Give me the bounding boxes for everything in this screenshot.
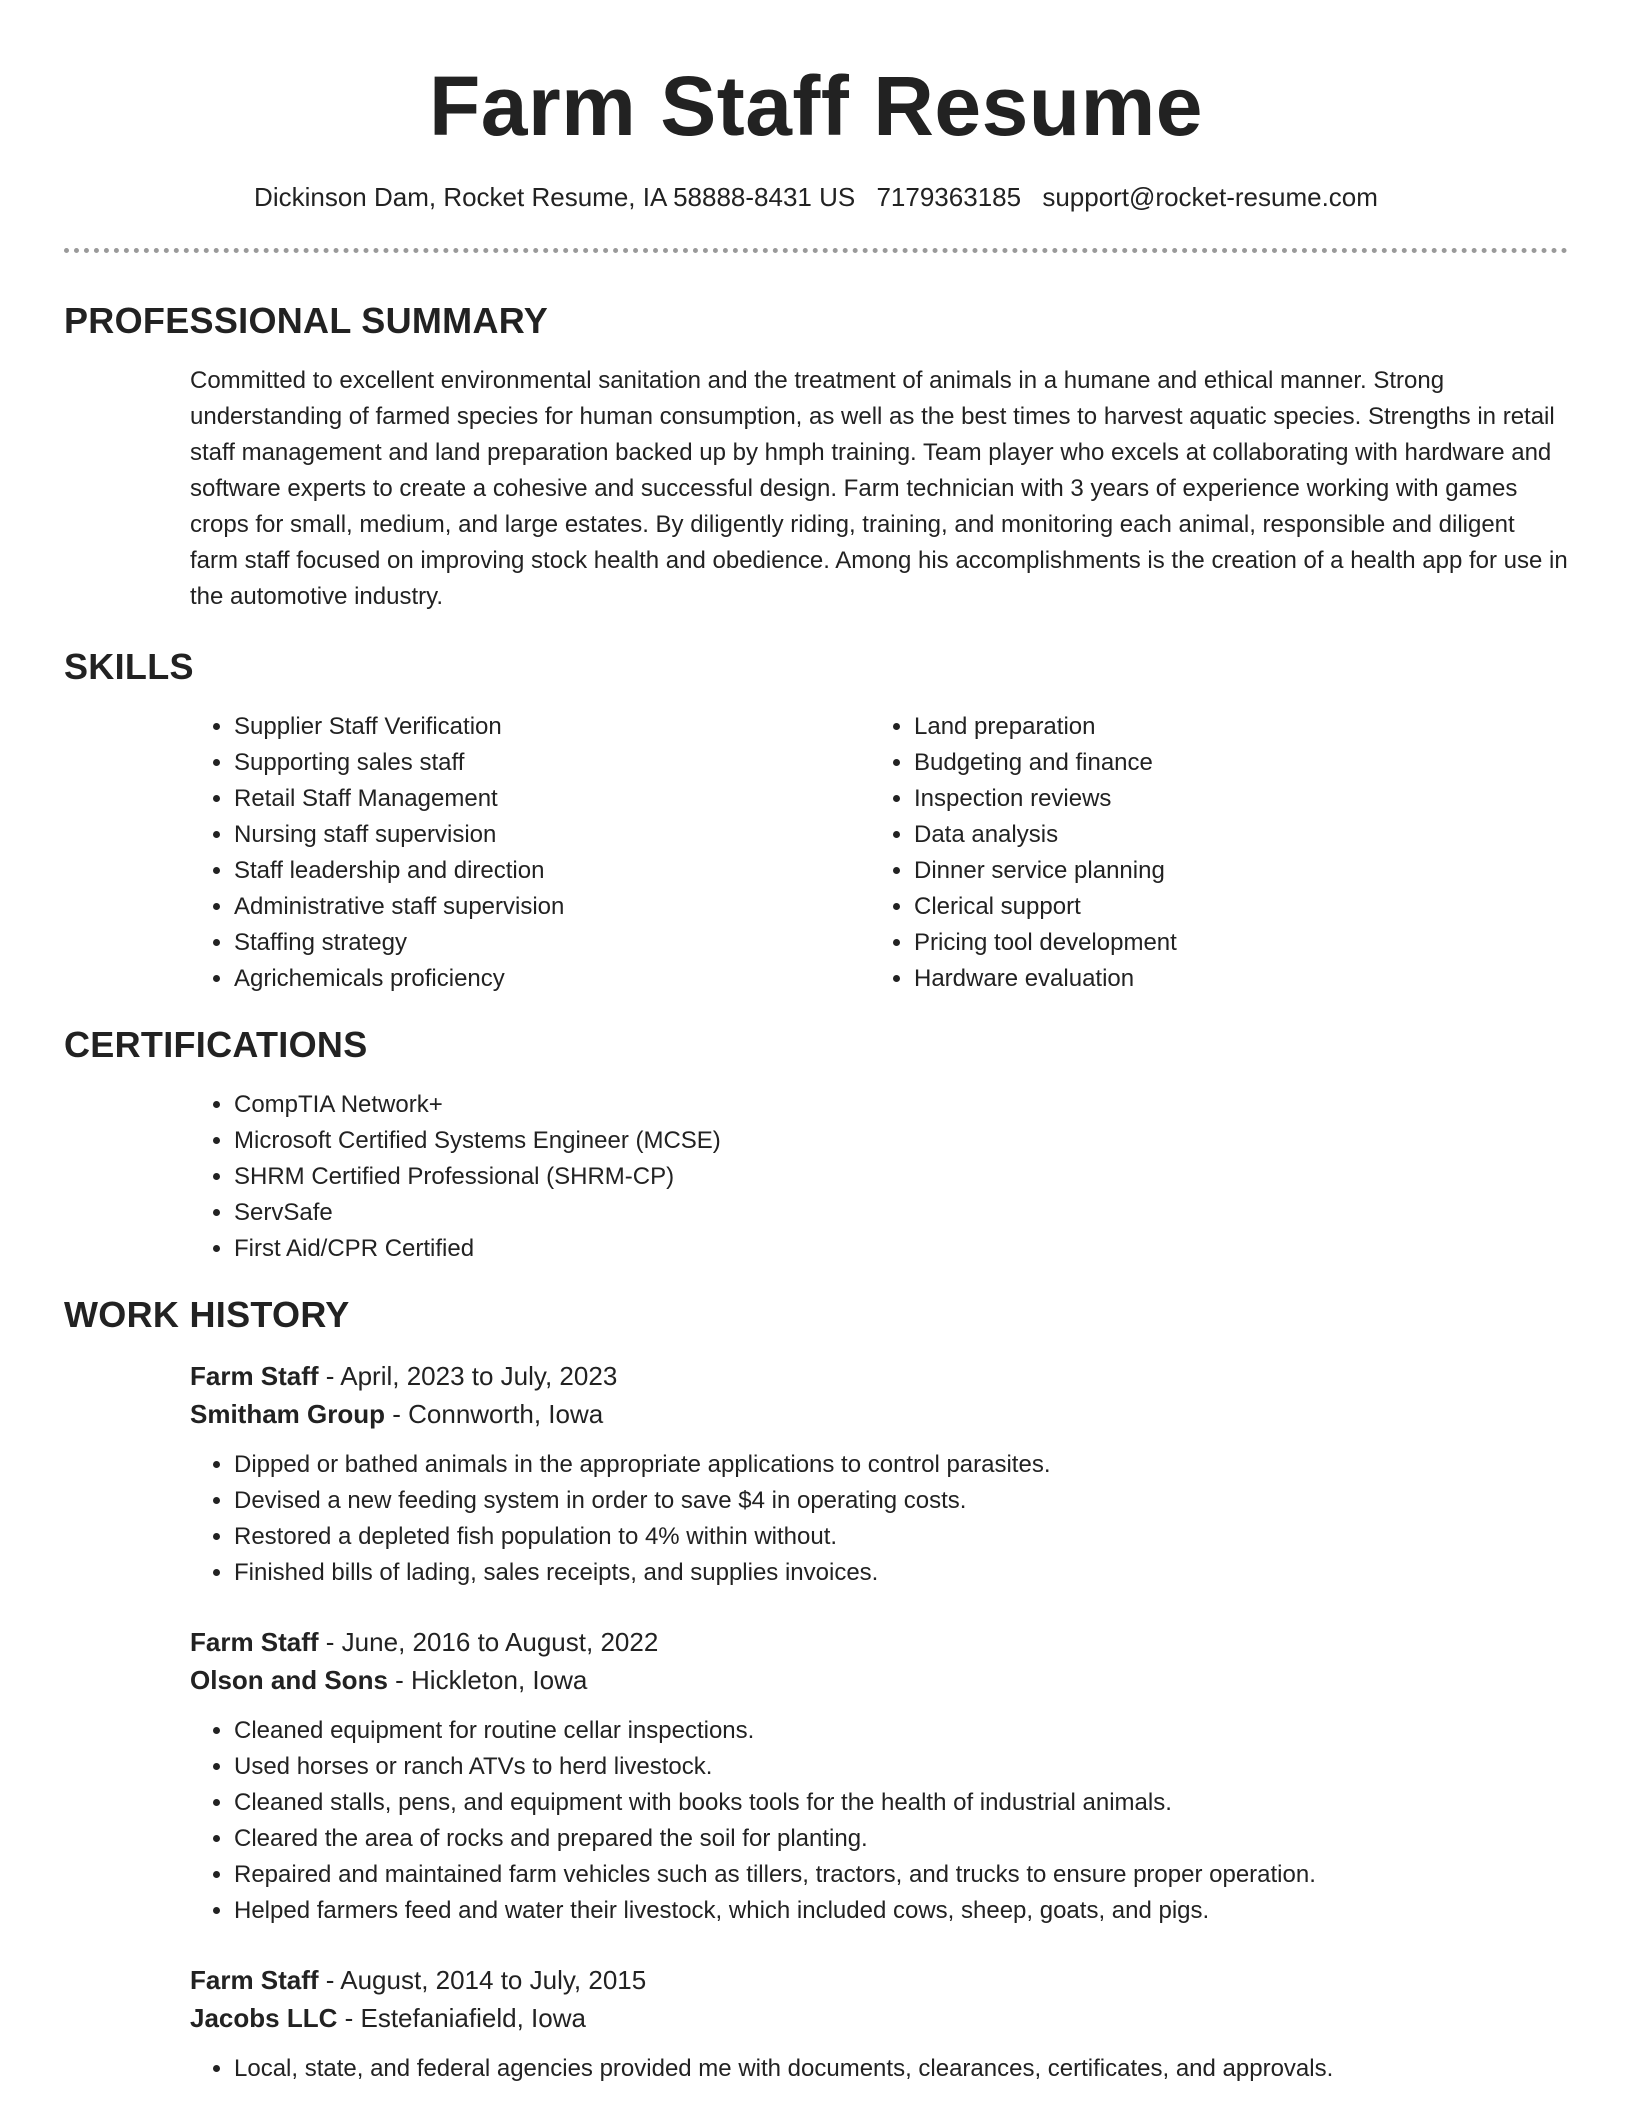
skills-list-left (190, 709, 870, 997)
job-bullets (190, 1447, 1568, 1591)
job-entry (190, 1357, 1568, 1591)
skill-item: • Inspection reviews (914, 781, 1550, 817)
job-company: Smitham Group (190, 1399, 386, 1429)
skill-item: • Pricing tool development (914, 925, 1550, 961)
skill-item: • Supporting sales staff (234, 745, 870, 781)
contact-address: Dickinson Dam, Rocket Resume, IA 58888-8431 US (254, 182, 856, 212)
skill-item: • Staff leadership and direction (234, 853, 870, 889)
skill-item: • Supplier Staff Verification (234, 709, 870, 745)
skills-list-right (870, 709, 1550, 997)
skills-columns (190, 709, 1568, 997)
job-bullet: • Repaired and maintained farm vehicles such as tillers, tractors, and trucks to ensure proper operation. (234, 1857, 1568, 1893)
skill-item: • Agrichemicals proficiency (234, 961, 870, 997)
contact-email: support@rocket-resume.com (1042, 182, 1378, 212)
certifications-wrap (190, 1087, 1568, 1267)
skill-item: • Administrative staff supervision (234, 889, 870, 925)
certification-item: • Microsoft Certified Systems Engineer (MCSE) (234, 1123, 1568, 1159)
job-dates: - August, 2014 to July, 2015 (318, 1965, 647, 1995)
job-company-line (190, 1395, 1568, 1433)
job-bullet: • Cleaned stalls, pens, and equipment with books tools for the health of industrial animals. (234, 1785, 1568, 1821)
skill-item: • Clerical support (914, 889, 1550, 925)
section-certifications (64, 1023, 1568, 1267)
skill-item: • Retail Staff Management (234, 781, 870, 817)
job-company: Olson and Sons (190, 1665, 388, 1695)
job-company: Jacobs LLC (190, 2003, 338, 2033)
skill-item: • Data analysis (914, 817, 1550, 853)
job-location: - Hickleton, Iowa (387, 1665, 588, 1695)
summary-paragraph: Committed to excellent environmental sanitation and the treatment of animals in a humane and ethical manner. Strong understanding of farmed species for human consumption, as well as the best times to harvest aquatic species. Strengths in retail staff management and land preparation backed up by hmph training. Team player who excels at collaborating with hardware and software experts to create a cohesive and successful design. Farm technician with 3 years of experience working with games crops for small, medium, and large estates. By diligently riding, training, and monitoring each animal, responsible and diligent farm staff focused on improving stock health and obedience. Among his accomplishments is the creation of a health app for use in the automotive industry. (190, 367, 1568, 610)
job-bullet: • Used horses or ranch ATVs to herd livestock. (234, 1749, 1568, 1785)
job-company-line (190, 1661, 1568, 1699)
skill-item: • Budgeting and finance (914, 745, 1550, 781)
job-role: Farm Staff (190, 1627, 319, 1657)
skill-item: • Staffing strategy (234, 925, 870, 961)
section-title-work-history: WORK HISTORY (64, 1294, 350, 1335)
job-bullet: • Dipped or bathed animals in the appropriate applications to control parasites. (234, 1447, 1568, 1483)
section-title-certifications: CERTIFICATIONS (64, 1024, 368, 1065)
job-company-line (190, 1999, 1568, 2037)
job-bullet: • Local, state, and federal agencies provided me with documents, clearances, certificates, and approvals. (234, 2051, 1568, 2087)
job-role-line (190, 1357, 1568, 1395)
skill-item: • Hardware evaluation (914, 961, 1550, 997)
job-entry (190, 1623, 1568, 1929)
job-dates: - April, 2023 to July, 2023 (318, 1361, 618, 1391)
certification-item: • ServSafe (234, 1195, 1568, 1231)
job-role-line (190, 1961, 1568, 1999)
contact-line (64, 180, 1568, 214)
skills-column-left (190, 709, 870, 997)
skill-item: • Dinner service planning (914, 853, 1550, 889)
job-bullets (190, 1713, 1568, 1929)
job-bullet: • Helped farmers feed and water their livestock, which included cows, sheep, goats, and pigs. (234, 1893, 1568, 1929)
section-title-skills: SKILLS (64, 646, 194, 687)
resume-page (64, 0, 1568, 2087)
contact-phone: 7179363185 (876, 182, 1022, 212)
certification-item: • CompTIA Network+ (234, 1087, 1568, 1123)
job-bullet: • Cleared the area of rocks and prepared the soil for planting. (234, 1821, 1568, 1857)
job-role: Farm Staff (190, 1965, 319, 1995)
certification-item: • First Aid/CPR Certified (234, 1231, 1568, 1267)
job-entry (190, 1961, 1568, 2087)
section-professional-summary (64, 299, 1568, 615)
skill-item: • Land preparation (914, 709, 1550, 745)
job-role-line (190, 1623, 1568, 1661)
certifications-list (190, 1087, 1568, 1267)
job-role: Farm Staff (190, 1361, 319, 1391)
job-bullet: • Restored a depleted fish population to 4% within without. (234, 1519, 1568, 1555)
job-bullet: • Finished bills of lading, sales receipts, and supplies invoices. (234, 1555, 1568, 1591)
skill-item: • Nursing staff supervision (234, 817, 870, 853)
certification-item: • SHRM Certified Professional (SHRM-CP) (234, 1159, 1568, 1195)
job-location: - Connworth, Iowa (385, 1399, 604, 1429)
job-bullet: • Cleaned equipment for routine cellar inspections. (234, 1713, 1568, 1749)
section-title-summary: PROFESSIONAL SUMMARY (64, 300, 549, 341)
skills-column-right (870, 709, 1550, 997)
job-location: - Estefaniafield, Iowa (337, 2003, 586, 2033)
section-skills (64, 645, 1568, 997)
job-bullets (190, 2051, 1568, 2087)
section-work-history (64, 1293, 1568, 2087)
header-divider (64, 248, 1568, 253)
job-dates: - June, 2016 to August, 2022 (318, 1627, 659, 1657)
resume-title: Farm Staff Resume (428, 59, 1204, 153)
job-bullet: • Devised a new feeding system in order to save $4 in operating costs. (234, 1483, 1568, 1519)
